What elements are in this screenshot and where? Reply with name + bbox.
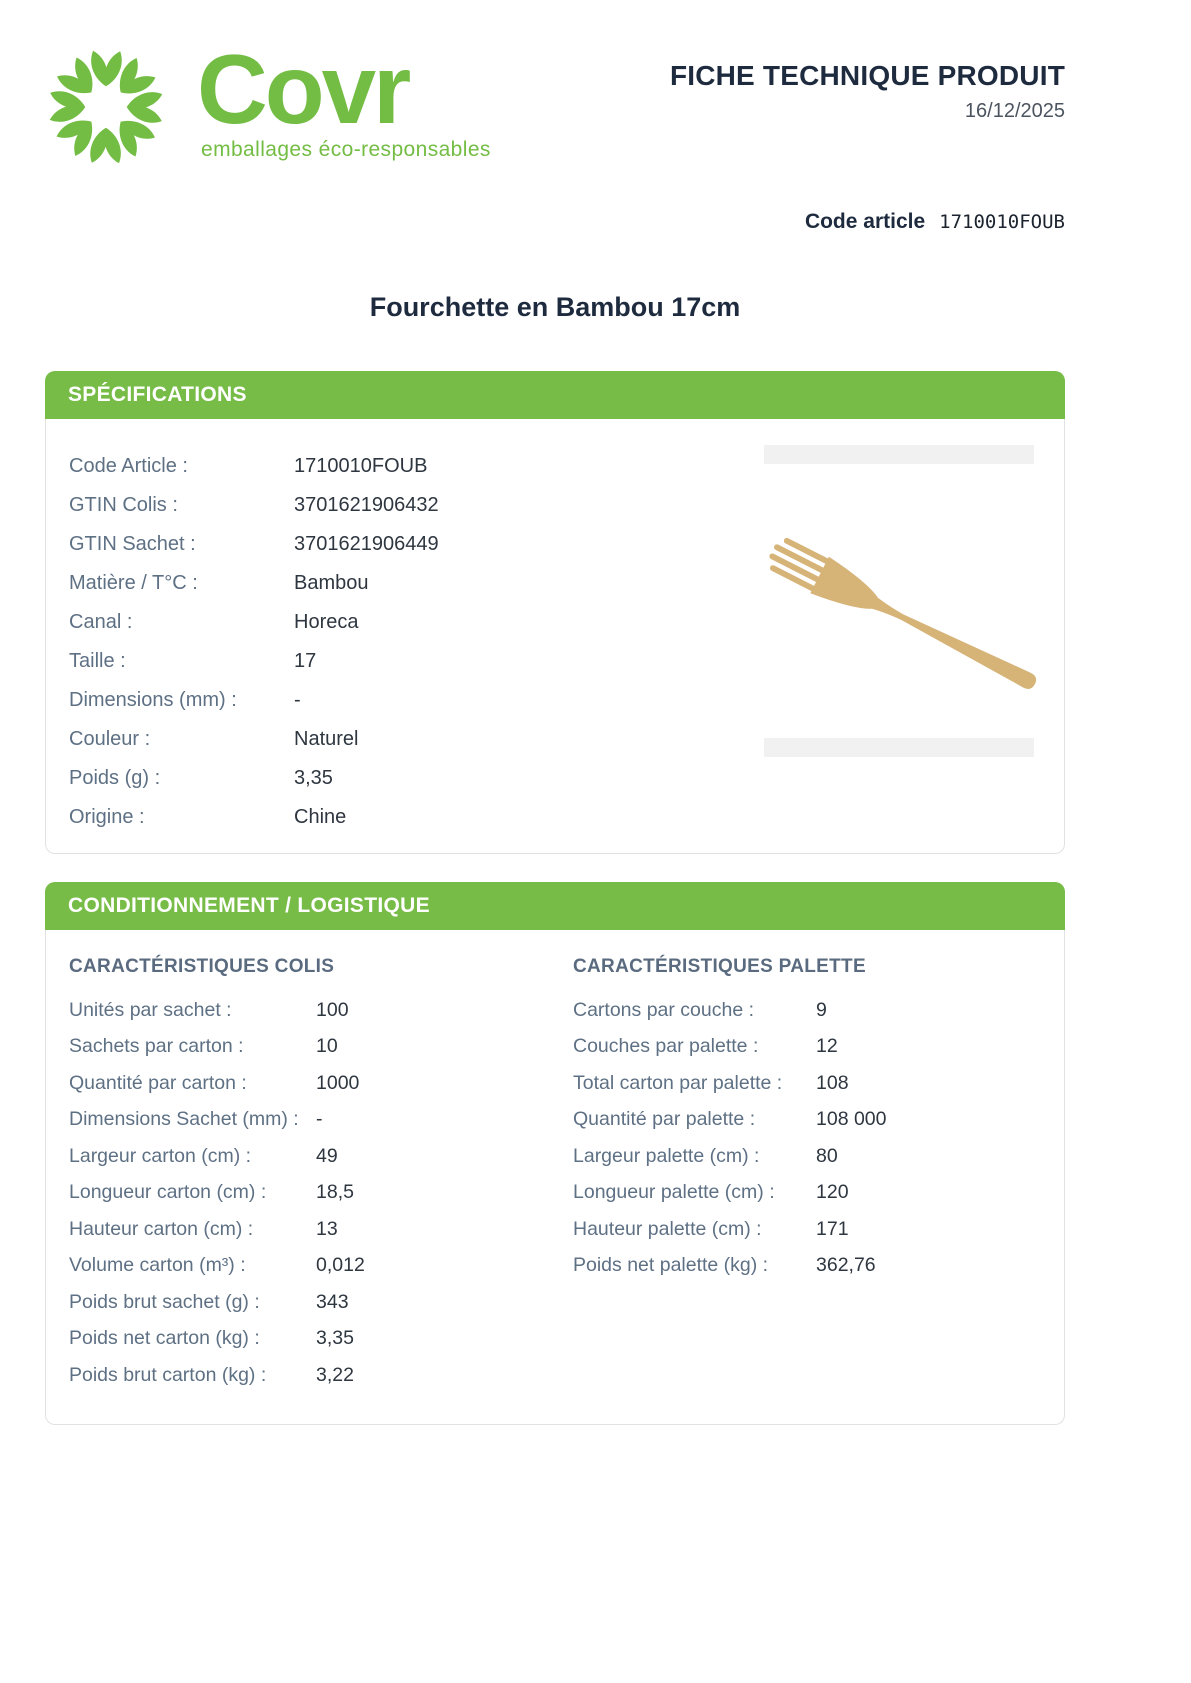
field-label: Canal : <box>69 611 133 633</box>
field-label: Longueur palette (cm) : <box>573 1181 775 1204</box>
field-value: 12 <box>816 1035 838 1058</box>
field-label: Volume carton (m³) : <box>69 1254 246 1277</box>
field-label: Poids net carton (kg) : <box>69 1327 260 1350</box>
logistics-body <box>45 930 1065 1425</box>
field-label: Couleur : <box>69 728 151 750</box>
field-value: 18,5 <box>316 1181 354 1204</box>
field-label: Couches par palette : <box>573 1035 759 1058</box>
field-label: Dimensions (mm) : <box>69 689 237 711</box>
field-value: 3,35 <box>316 1327 354 1350</box>
field-value: 108 <box>816 1071 849 1094</box>
field-label: Poids (g) : <box>69 767 161 789</box>
field-label: Poids brut carton (kg) : <box>69 1363 267 1386</box>
code-article-label: Code article <box>804 210 926 233</box>
logistics-row <box>573 1211 1041 1248</box>
logistics-title: CONDITIONNEMENT / LOGISTIQUE <box>68 894 430 917</box>
field-label: Hauteur palette (cm) : <box>573 1217 762 1240</box>
field-value: 0,012 <box>316 1254 365 1277</box>
field-value: 10 <box>316 1035 338 1058</box>
brand-text <box>197 34 491 162</box>
field-value: 362,76 <box>816 1254 876 1277</box>
field-value: 13 <box>316 1217 338 1240</box>
code-article-value: 1710010FOUB <box>939 211 1065 233</box>
field-label: Code Article : <box>69 455 188 477</box>
logistics-row <box>573 1175 1041 1212</box>
product-title: Fourchette en Bambou 17cm <box>369 292 741 322</box>
field-value: 1000 <box>316 1071 360 1094</box>
logistics-row <box>573 992 1041 1029</box>
pallet-characteristics-column <box>573 956 1041 1394</box>
field-label: Longueur carton (cm) : <box>69 1181 267 1204</box>
brand-name: Covr <box>197 34 409 144</box>
specifications-title: SPÉCIFICATIONS <box>68 383 247 406</box>
logistics-columns <box>69 956 1041 1394</box>
field-value: 3701621906449 <box>294 533 439 555</box>
logistics-row <box>69 1029 573 1066</box>
logistics-row <box>69 1357 573 1394</box>
pallet-characteristics-title: CARACTÉRISTIQUES PALETTE <box>573 956 866 977</box>
field-value: Horeca <box>294 611 359 633</box>
logistics-row <box>573 1138 1041 1175</box>
field-label: Sachets par carton : <box>69 1035 244 1058</box>
field-value: 100 <box>316 998 349 1021</box>
document-date: 16/12/2025 <box>964 100 1065 122</box>
field-label: Origine : <box>69 806 145 828</box>
field-value: 343 <box>316 1290 349 1313</box>
field-value: 171 <box>816 1217 849 1240</box>
brand-tagline: emballages éco-responsables <box>201 138 491 161</box>
logistics-row <box>69 1102 573 1139</box>
field-label: Dimensions Sachet (mm) : <box>69 1108 299 1131</box>
logistics-row <box>69 1211 573 1248</box>
logistics-row <box>573 1102 1041 1139</box>
field-label: GTIN Colis : <box>69 494 178 516</box>
field-value: 3,22 <box>316 1363 354 1386</box>
field-value: Bambou <box>294 572 369 594</box>
leaf-ring-logo-icon <box>45 46 167 168</box>
field-value: 3,35 <box>294 767 333 789</box>
field-value: - <box>294 689 301 711</box>
field-value: 108 000 <box>816 1108 887 1131</box>
field-value: 1710010FOUB <box>294 455 428 477</box>
field-label: Total carton par palette : <box>573 1071 783 1094</box>
logistics-row <box>69 992 573 1029</box>
field-value: 80 <box>816 1144 838 1167</box>
field-value: Chine <box>294 806 347 828</box>
field-value: Naturel <box>294 728 359 750</box>
carton-characteristics-title: CARACTÉRISTIQUES COLIS <box>69 956 335 977</box>
page-header <box>0 0 1191 262</box>
spec-row <box>69 798 1041 837</box>
specifications-header <box>45 371 1065 419</box>
bamboo-fork-image <box>758 524 1045 710</box>
field-label: Largeur carton (cm) : <box>69 1144 252 1167</box>
field-label: Hauteur carton (cm) : <box>69 1217 254 1240</box>
field-label: Cartons par couche : <box>573 998 755 1021</box>
field-value: 3701621906432 <box>294 494 439 516</box>
logistics-row <box>69 1175 573 1212</box>
field-value: 17 <box>294 650 317 672</box>
logistics-row <box>573 1029 1041 1066</box>
specifications-section <box>45 371 1065 854</box>
field-value: - <box>316 1108 323 1131</box>
logistics-header <box>45 882 1065 930</box>
logistics-row <box>69 1321 573 1358</box>
photo-background-strip <box>764 445 1034 464</box>
field-label: Matière / T°C : <box>69 572 198 594</box>
spec-row <box>69 759 1041 798</box>
code-article-line <box>805 210 1065 234</box>
field-label: Poids brut sachet (g) : <box>69 1290 260 1313</box>
document-heading <box>670 60 1065 123</box>
brand-logo <box>45 34 491 168</box>
field-label: Taille : <box>69 650 126 672</box>
field-label: GTIN Sachet : <box>69 533 196 555</box>
carton-characteristics-column <box>69 956 573 1394</box>
logistics-row <box>69 1138 573 1175</box>
field-label: Quantité par palette : <box>573 1108 756 1131</box>
logistics-row <box>69 1284 573 1321</box>
logistics-section <box>45 882 1065 1425</box>
product-photo <box>764 445 1034 757</box>
field-value: 49 <box>316 1144 338 1167</box>
photo-background-strip <box>764 738 1034 757</box>
specifications-body <box>45 419 1065 854</box>
field-label: Unités par sachet : <box>69 998 232 1021</box>
field-value: 120 <box>816 1181 849 1204</box>
logistics-row <box>69 1065 573 1102</box>
logistics-row <box>573 1065 1041 1102</box>
field-label: Largeur palette (cm) : <box>573 1144 760 1167</box>
logistics-row <box>573 1248 1041 1285</box>
field-value: 9 <box>816 998 827 1021</box>
document-title: FICHE TECHNIQUE PRODUIT <box>669 60 1065 91</box>
field-label: Quantité par carton : <box>69 1071 247 1094</box>
logistics-row <box>69 1248 573 1285</box>
field-label: Poids net palette (kg) : <box>573 1254 769 1277</box>
